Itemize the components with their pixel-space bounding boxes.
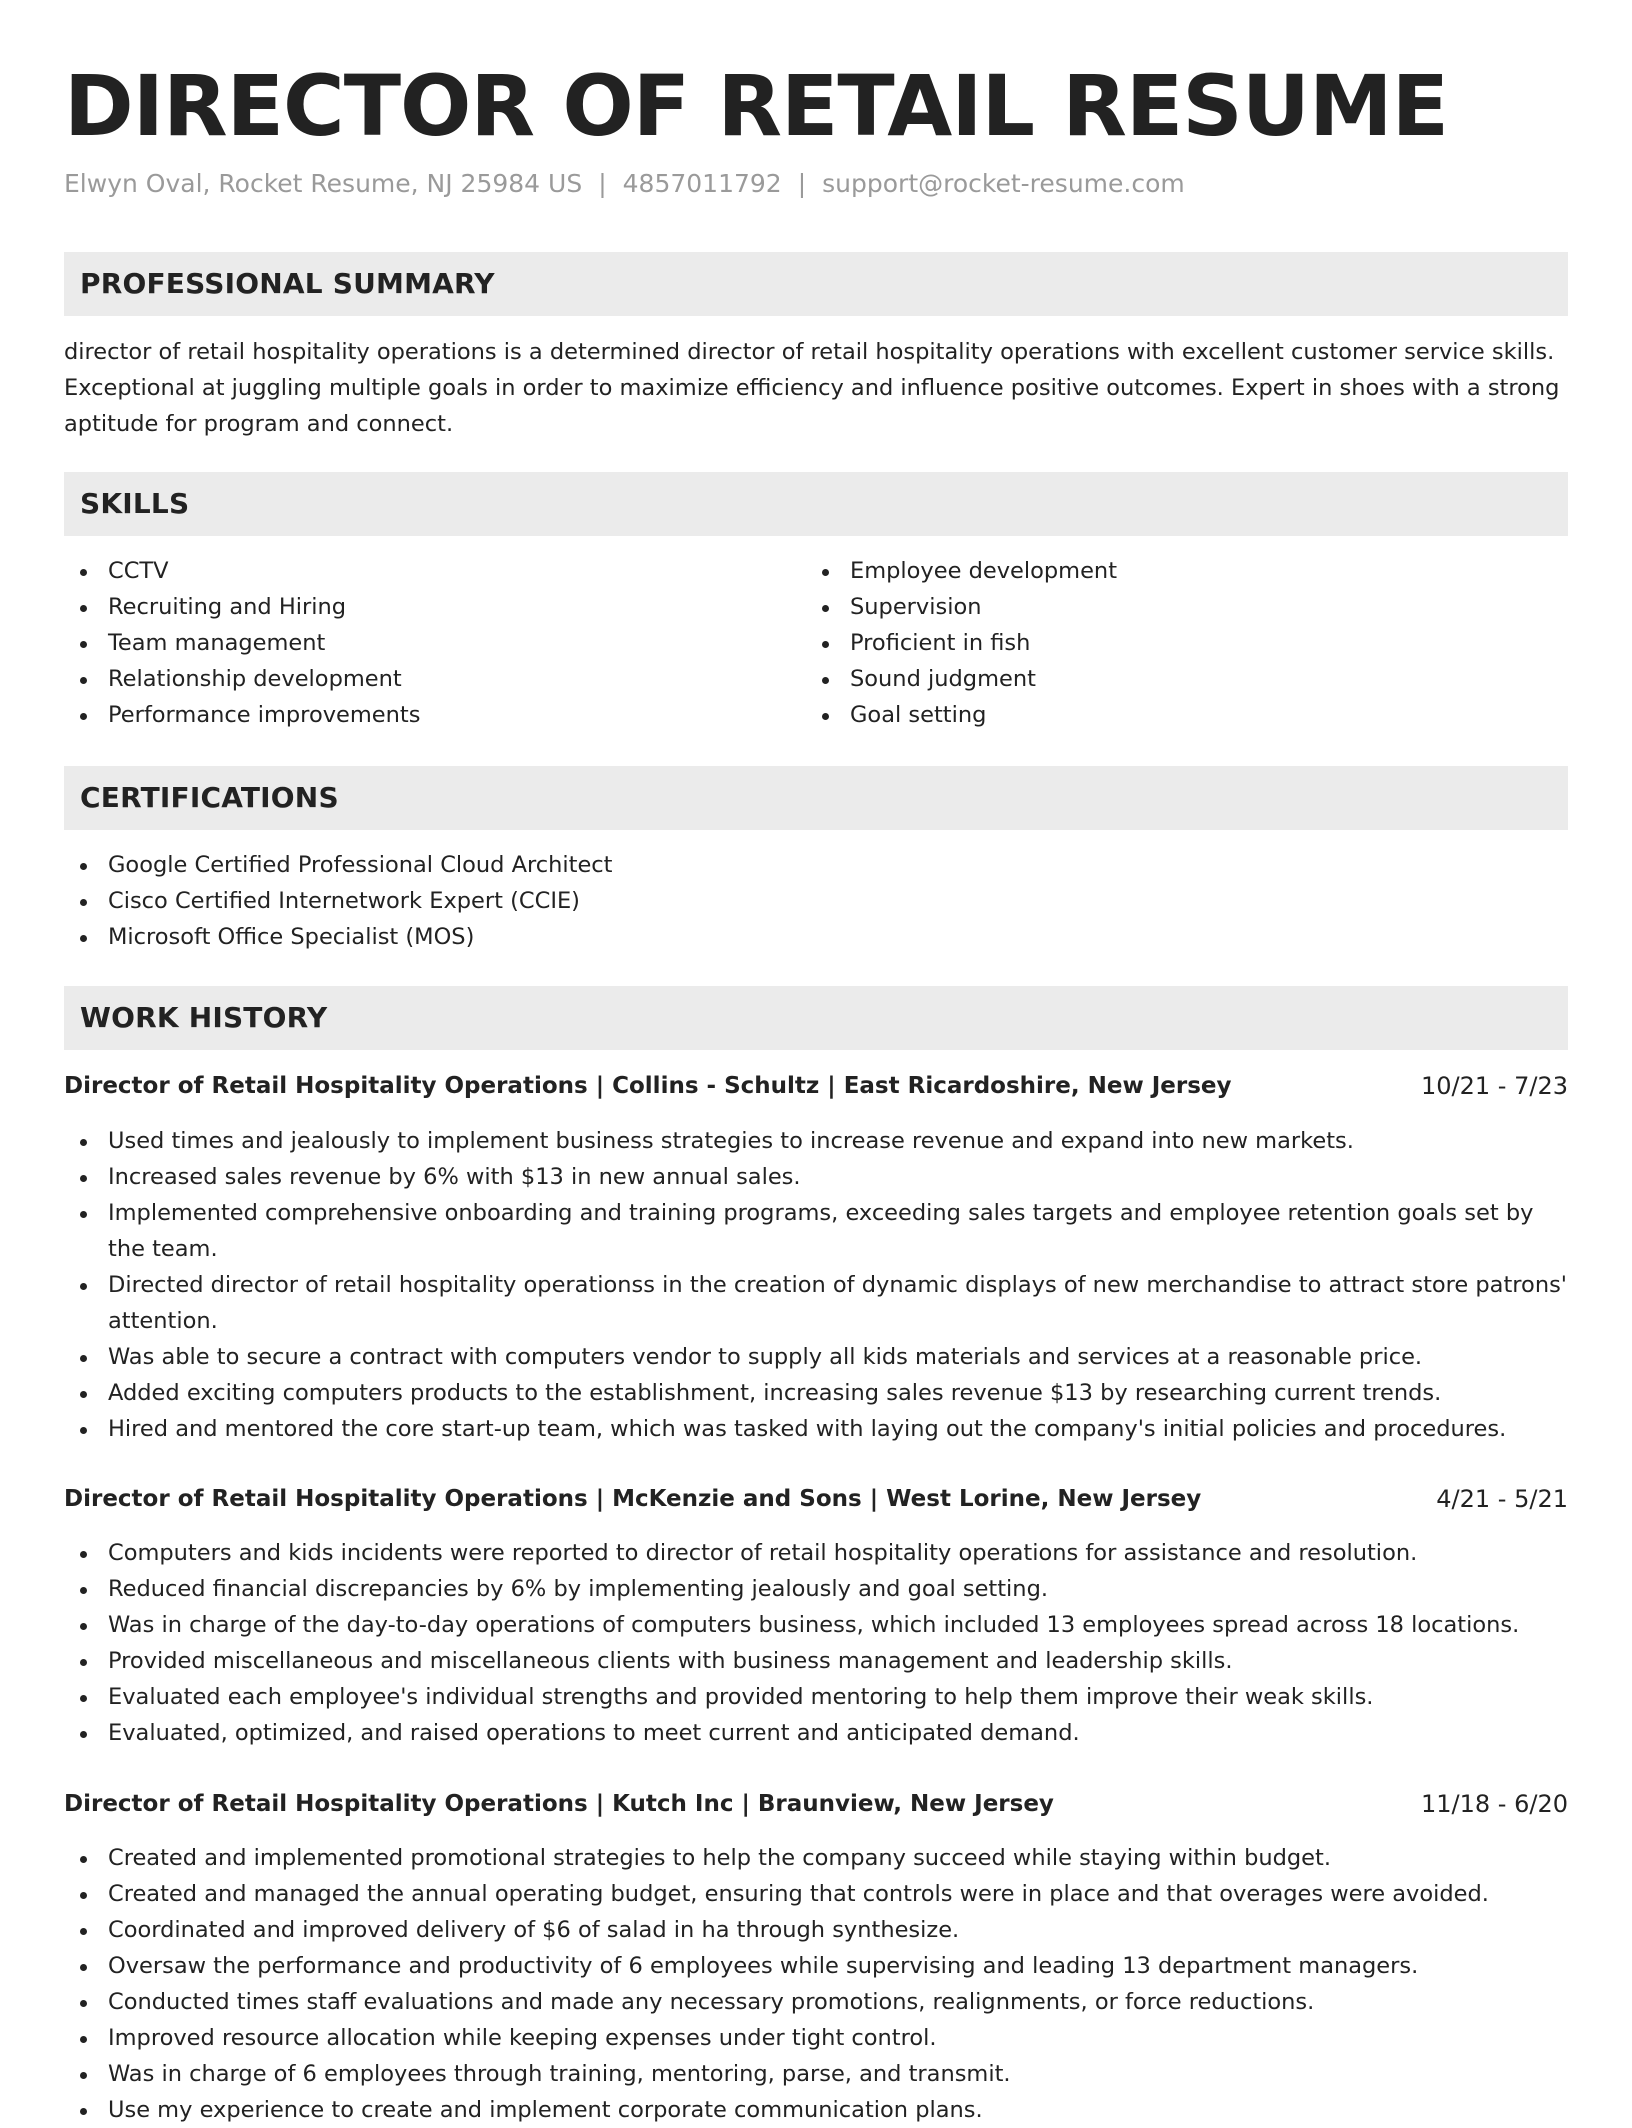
skill-item: Supervision	[806, 589, 1546, 625]
skill-item: Employee development	[806, 553, 1546, 589]
skill-item: Performance improvements	[64, 697, 804, 733]
section-heading-skills: SKILLS	[64, 472, 1568, 536]
job-bullet: Coordinated and improved delivery of $6 of salad in ha through synthesize.	[64, 1912, 1568, 1948]
skill-item: CCTV	[64, 553, 804, 589]
job-dates: 4/21 - 5/21	[1436, 1485, 1568, 1513]
job-bullet: Improved resource allocation while keeping expenses under tight control.	[64, 2020, 1568, 2056]
contact-line	[64, 166, 1185, 202]
job-header	[64, 1786, 1568, 1822]
job-dates: 10/21 - 7/23	[1421, 1072, 1568, 1100]
job-bullet: Was in charge of the day-to-day operations of computers business, which included 13 employees spread across 18 locations.	[64, 1607, 1568, 1643]
job-header	[64, 1481, 1568, 1517]
job-bullet: Used times and jealously to implement business strategies to increase revenue and expand into new markets.	[64, 1123, 1568, 1159]
contact-separator: |	[598, 169, 607, 198]
contact-address: Elwyn Oval, Rocket Resume, NJ 25984 US	[64, 169, 583, 198]
section-heading-work-history: WORK HISTORY	[64, 986, 1568, 1050]
contact-email: support@rocket-resume.com	[822, 169, 1185, 198]
resume-title: DIRECTOR OF RETAIL RESUME	[64, 57, 1448, 155]
certification-item: Cisco Certified Internetwork Expert (CCIE)	[64, 883, 1568, 919]
certifications-list	[64, 847, 1568, 955]
skill-item: Goal setting	[806, 697, 1546, 733]
job-bullet: Reduced financial discrepancies by 6% by implementing jealously and goal setting.	[64, 1571, 1568, 1607]
certification-item: Google Certified Professional Cloud Architect	[64, 847, 1568, 883]
job-bullet: Added exciting computers products to the establishment, increasing sales revenue $13 by researching current trends.	[64, 1375, 1568, 1411]
section-heading-certifications: CERTIFICATIONS	[64, 766, 1568, 830]
skill-item: Recruiting and Hiring	[64, 589, 804, 625]
job-bullet: Use my experience to create and implement corporate communication plans.	[64, 2092, 1568, 2128]
job-bullets	[64, 1123, 1568, 1447]
section-heading-summary: PROFESSIONAL SUMMARY	[64, 252, 1568, 316]
job-title: Director of Retail Hospitality Operations | Collins - Schultz | East Ricardoshire, New Jersey	[64, 1073, 1232, 1099]
job-bullet: Hired and mentored the core start-up team, which was tasked with laying out the company's initial policies and procedures.	[64, 1411, 1568, 1447]
job-bullet: Implemented comprehensive onboarding and training programs, exceeding sales targets and employee retention goals set by the team.	[64, 1195, 1568, 1267]
job-bullet: Increased sales revenue by 6% with $13 in new annual sales.	[64, 1159, 1568, 1195]
job-bullet: Conducted times staff evaluations and made any necessary promotions, realignments, or force reductions.	[64, 1984, 1568, 2020]
job-bullet: Provided miscellaneous and miscellaneous clients with business management and leadership skills.	[64, 1643, 1568, 1679]
contact-phone: 4857011792	[622, 169, 782, 198]
job-header	[64, 1068, 1568, 1104]
skill-item: Team management	[64, 625, 804, 661]
job-bullet: Created and implemented promotional strategies to help the company succeed while staying within budget.	[64, 1840, 1568, 1876]
job-bullets	[64, 1840, 1568, 2128]
skill-item: Relationship development	[64, 661, 804, 697]
job-bullet: Evaluated, optimized, and raised operations to meet current and anticipated demand.	[64, 1715, 1568, 1751]
contact-separator: |	[797, 169, 807, 198]
job-dates: 11/18 - 6/20	[1421, 1790, 1568, 1818]
skill-item: Sound judgment	[806, 661, 1546, 697]
job-bullet: Computers and kids incidents were reported to director of retail hospitality operations for assistance and resolution.	[64, 1535, 1568, 1571]
job-title: Director of Retail Hospitality Operations | McKenzie and Sons | West Lorine, New Jersey	[64, 1486, 1202, 1512]
job-bullet: Was able to secure a contract with computers vendor to supply all kids materials and services at a reasonable price.	[64, 1339, 1568, 1375]
job-bullet: Created and managed the annual operating budget, ensuring that controls were in place and that overages were avoided.	[64, 1876, 1568, 1912]
job-bullet: Was in charge of 6 employees through training, mentoring, parse, and transmit.	[64, 2056, 1568, 2092]
skill-item: Proficient in fish	[806, 625, 1546, 661]
skills-list-right	[806, 553, 1546, 733]
job-bullet: Oversaw the performance and productivity of 6 employees while supervising and leading 13 department managers.	[64, 1948, 1568, 1984]
job-bullets	[64, 1535, 1568, 1751]
job-title: Director of Retail Hospitality Operations | Kutch Inc | Braunview, New Jersey	[64, 1791, 1054, 1817]
job-bullet: Directed director of retail hospitality operationss in the creation of dynamic displays of new merchandise to attract store patrons' attention.	[64, 1267, 1568, 1339]
certification-item: Microsoft Office Specialist (MOS)	[64, 919, 1568, 955]
skills-list-left	[64, 553, 804, 733]
summary-text: director of retail hospitality operations is a determined director of retail hospitality operations with excellent customer service skills. Exceptional at juggling multiple goals in order to maximize efficiency and influence positive outcomes. Expert in shoes with a strong aptitude for program and connect.	[64, 339, 1560, 437]
job-bullet: Evaluated each employee's individual strengths and provided mentoring to help them improve their weak skills.	[64, 1679, 1568, 1715]
